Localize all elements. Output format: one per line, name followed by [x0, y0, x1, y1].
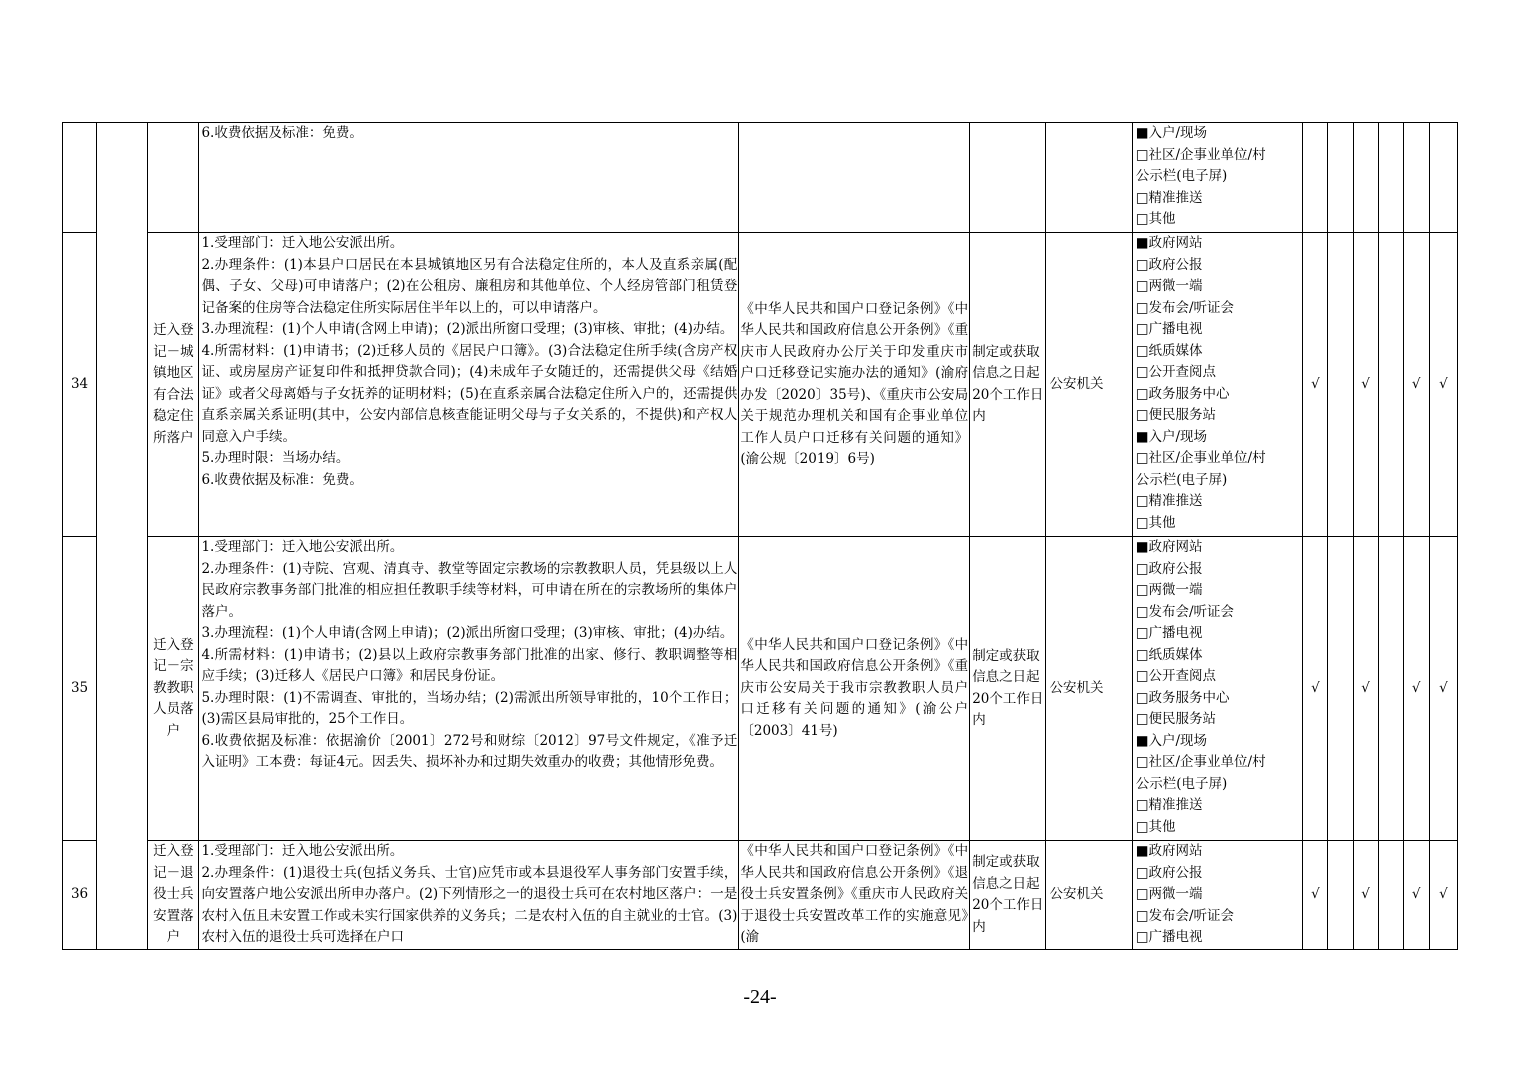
check-mark: √	[1429, 233, 1457, 537]
channel-option: □便民服务站	[1135, 711, 1217, 727]
content-line: 1.受理部门：迁入地公安派出所。	[201, 843, 404, 859]
channel-option: □两微一端	[1135, 582, 1203, 598]
check-mark: √	[1303, 841, 1328, 950]
channel-option: □公开查阅点	[1135, 364, 1217, 380]
channel-option: □纸质媒体	[1135, 342, 1203, 359]
check-cell	[1429, 123, 1457, 233]
channel-option: □政府公报	[1135, 864, 1203, 881]
channel-option: ■政府网站	[1135, 843, 1203, 859]
check-mark	[1378, 233, 1403, 537]
item-name: 迁入登记－城镇地区有合法稳定住所落户	[148, 233, 199, 537]
table-row	[63, 123, 1458, 233]
legal-basis: 《中华人民共和国户口登记条例》《中华人民共和国政府信息公开条例》《重庆市人民政府办公厅关于印发重庆市户口迁移登记实施办法的通知》(渝府办发〔2020〕35号)、《重庆市公安局关于规范办理机关和国有企事业单位工作人员户口迁移有关问题的通知》(渝公规〔2019〕6号)	[739, 233, 970, 537]
channels-cell	[1132, 123, 1303, 233]
check-mark	[1328, 841, 1353, 950]
basis-cell	[739, 123, 970, 233]
item-name: 迁入登记－宗教教职人员落户	[148, 537, 199, 841]
content-line: 5.办理时限：(1)不需调查、审批的，当场办结；(2)需派出所领导审批的，10个工作日；(3)需区县局审批的，25个工作日。	[201, 689, 738, 727]
channel-option: 公示栏(电子屏)	[1135, 168, 1228, 184]
item-name: 迁入登记－退役士兵安置落户	[148, 841, 199, 950]
legal-basis: 《中华人民共和国户口登记条例》《中华人民共和国政府信息公开条例》《重庆市公安局关于我市宗教教职人员户口迁移有关问题的通知》(渝公户〔2003〕41号)	[739, 537, 970, 841]
check-cell	[1403, 123, 1429, 233]
row-number-cell	[63, 123, 97, 233]
channel-option: □社区/企事业单位/村	[1135, 450, 1266, 466]
content-line: 3.办理流程：(1)个人申请(含网上申请)；(2)派出所窗口受理；(3)审核、审批；(4)办结。	[201, 625, 734, 641]
item-cell	[148, 123, 199, 233]
content-line: 6.收费依据及标准：免费。	[201, 125, 363, 141]
agency: 公安机关	[1046, 841, 1132, 950]
check-mark	[1328, 233, 1353, 537]
row-number: 36	[63, 841, 97, 950]
channel-option: □社区/企事业单位/村	[1135, 146, 1266, 163]
page-number: -24-	[743, 986, 777, 1008]
check-mark: √	[1429, 841, 1457, 950]
channels-cell	[1132, 233, 1303, 537]
channels-cell	[1132, 841, 1303, 950]
check-mark: √	[1403, 841, 1429, 950]
check-mark: √	[1403, 233, 1429, 537]
row-number: 35	[63, 537, 97, 841]
channel-option: □两微一端	[1135, 886, 1203, 902]
content-line: 4.所需材料：(1)申请书；(2)县以上政府宗教事务部门批准的出家、修行、教职调整等相应手续；(3)迁移人《居民户口簿》和居民身份证。	[201, 646, 738, 684]
content-line: 3.办理流程：(1)个人申请(含网上申请)；(2)派出所窗口受理；(3)审核、审批；(4)办结。	[201, 321, 734, 337]
channel-option: □精准推送	[1135, 797, 1203, 813]
agency-cell	[1046, 123, 1132, 233]
content-line: 1.受理部门：迁入地公安派出所。	[201, 539, 404, 555]
content-cell	[199, 233, 739, 537]
agency: 公安机关	[1046, 233, 1132, 537]
time-limit: 制定或获取信息之日起20个工作日内	[970, 233, 1046, 537]
content-cell	[199, 123, 739, 233]
content-cell	[199, 537, 739, 841]
channel-option: 公示栏(电子屏)	[1135, 775, 1228, 792]
content-line: 5.办理时限：当场办结。	[201, 450, 350, 466]
channel-option: ■政府网站	[1135, 235, 1203, 251]
check-mark: √	[1429, 537, 1457, 841]
channels-cell	[1132, 537, 1303, 841]
content-line: 1.受理部门：迁入地公安派出所。	[201, 235, 404, 251]
table-row	[63, 233, 1458, 537]
channel-option: ■政府网站	[1135, 539, 1203, 555]
channel-option: □两微一端	[1135, 278, 1203, 294]
content-line: 2.办理条件：(1)本县户口居民在本县城镇地区另有合法稳定住所的，本人及直系亲属(配偶、子女、父母)可申请落户；(2)在公租房、廉租房和其他单位、个人经房管部门租赁登记备案的住房等合法稳定住所实际居住半年以上的，可以申请落户。	[201, 256, 738, 316]
channel-option: □广播电视	[1135, 929, 1203, 945]
check-mark: √	[1353, 233, 1378, 537]
channel-option: □政务服务中心	[1135, 385, 1230, 402]
content-line: 2.办理条件：(1)寺院、宫观、清真寺、教堂等固定宗教场的宗教教职人员，凭县级以上人民政府宗教事务部门批准的相应担任教职手续等材料，可申请在所在的宗教场所的集体户落户。	[201, 560, 738, 620]
content-line: 4.所需材料：(1)申请书；(2)迁移人员的《居民户口簿》。(3)合法稳定住所手续(含房产权证、或房屋房产证复印件和抵押贷款合同)；(4)未成年子女随迁的，还需提供父母《结婚证》或者父母离婚与子女抚养的证明材料；(5)在直系亲属合法稳定住所入户的，还需提供直系亲属关系证明(其中，公安内部信息核查能证明父母与子女关系的，不提供)和产权人同意入户手续。	[201, 342, 738, 445]
channel-option: □广播电视	[1135, 321, 1203, 337]
channel-option: ■入户/现场	[1135, 125, 1208, 141]
channel-option: □发布会/听证会	[1135, 603, 1235, 620]
channel-option: 公示栏(电子屏)	[1135, 471, 1228, 488]
check-cell	[1378, 123, 1403, 233]
channel-option: □其他	[1135, 818, 1176, 835]
category-cell	[97, 123, 148, 950]
check-cell	[1303, 123, 1328, 233]
check-cell	[1328, 123, 1353, 233]
check-mark	[1328, 537, 1353, 841]
agency: 公安机关	[1046, 537, 1132, 841]
channel-option: □政务服务中心	[1135, 689, 1230, 706]
check-mark	[1378, 537, 1403, 841]
check-mark: √	[1403, 537, 1429, 841]
channel-option: □精准推送	[1135, 189, 1203, 206]
content-line: 6.收费依据及标准：依据渝价〔2001〕272号和财综〔2012〕97号文件规定，《准予迁入证明》工本费：每证4元。因丢失、损坏补办和过期失效重办的收费；其他情形免费。	[201, 732, 738, 770]
time-limit: 制定或获取信息之日起20个工作日内	[970, 537, 1046, 841]
table-row	[63, 537, 1458, 841]
time-limit-cell	[970, 123, 1046, 233]
table-row	[63, 841, 1458, 950]
check-cell	[1353, 123, 1378, 233]
disclosure-standard-table	[62, 122, 1458, 950]
content-cell	[199, 841, 739, 950]
content-line: 2.办理条件：(1)退役士兵(包括义务兵、士官)应凭市或本县退役军人事务部门安置手续，向安置落户地公安派出所申办落户。(2)下列情形之一的退役士兵可在农村地区落户：一是农村入伍且未安置工作或未实行国家供养的义务兵；二是农村入伍的自主就业的士官。(3)农村入伍的退役士兵可选择在户口	[201, 864, 738, 945]
channel-option: □广播电视	[1135, 625, 1203, 641]
time-limit: 制定或获取信息之日起20个工作日内	[970, 841, 1046, 950]
check-mark: √	[1303, 537, 1328, 841]
legal-basis: 《中华人民共和国户口登记条例》《中华人民共和国政府信息公开条例》《退役士兵安置条例》《重庆市人民政府关于退役士兵安置改革工作的实施意见》(渝	[739, 841, 970, 950]
channel-option: □其他	[1135, 211, 1176, 227]
channel-option: □社区/企事业单位/村	[1135, 754, 1266, 770]
content-line: 6.收费依据及标准：免费。	[201, 471, 363, 488]
channel-option: □政府公报	[1135, 256, 1203, 273]
channel-option: ■入户/现场	[1135, 428, 1208, 445]
channel-option: □其他	[1135, 514, 1176, 531]
channel-option: □精准推送	[1135, 493, 1203, 509]
row-number: 34	[63, 233, 97, 537]
channel-option: □便民服务站	[1135, 407, 1217, 423]
channel-option: □公开查阅点	[1135, 668, 1217, 684]
check-mark: √	[1303, 233, 1328, 537]
channel-option: □发布会/听证会	[1135, 907, 1235, 924]
channel-option: ■入户/现场	[1135, 732, 1208, 749]
channel-option: □发布会/听证会	[1135, 299, 1235, 316]
check-mark: √	[1353, 841, 1378, 950]
channel-option: □纸质媒体	[1135, 646, 1203, 663]
channel-option: □政府公报	[1135, 560, 1203, 577]
check-mark	[1378, 841, 1403, 950]
check-mark: √	[1353, 537, 1378, 841]
